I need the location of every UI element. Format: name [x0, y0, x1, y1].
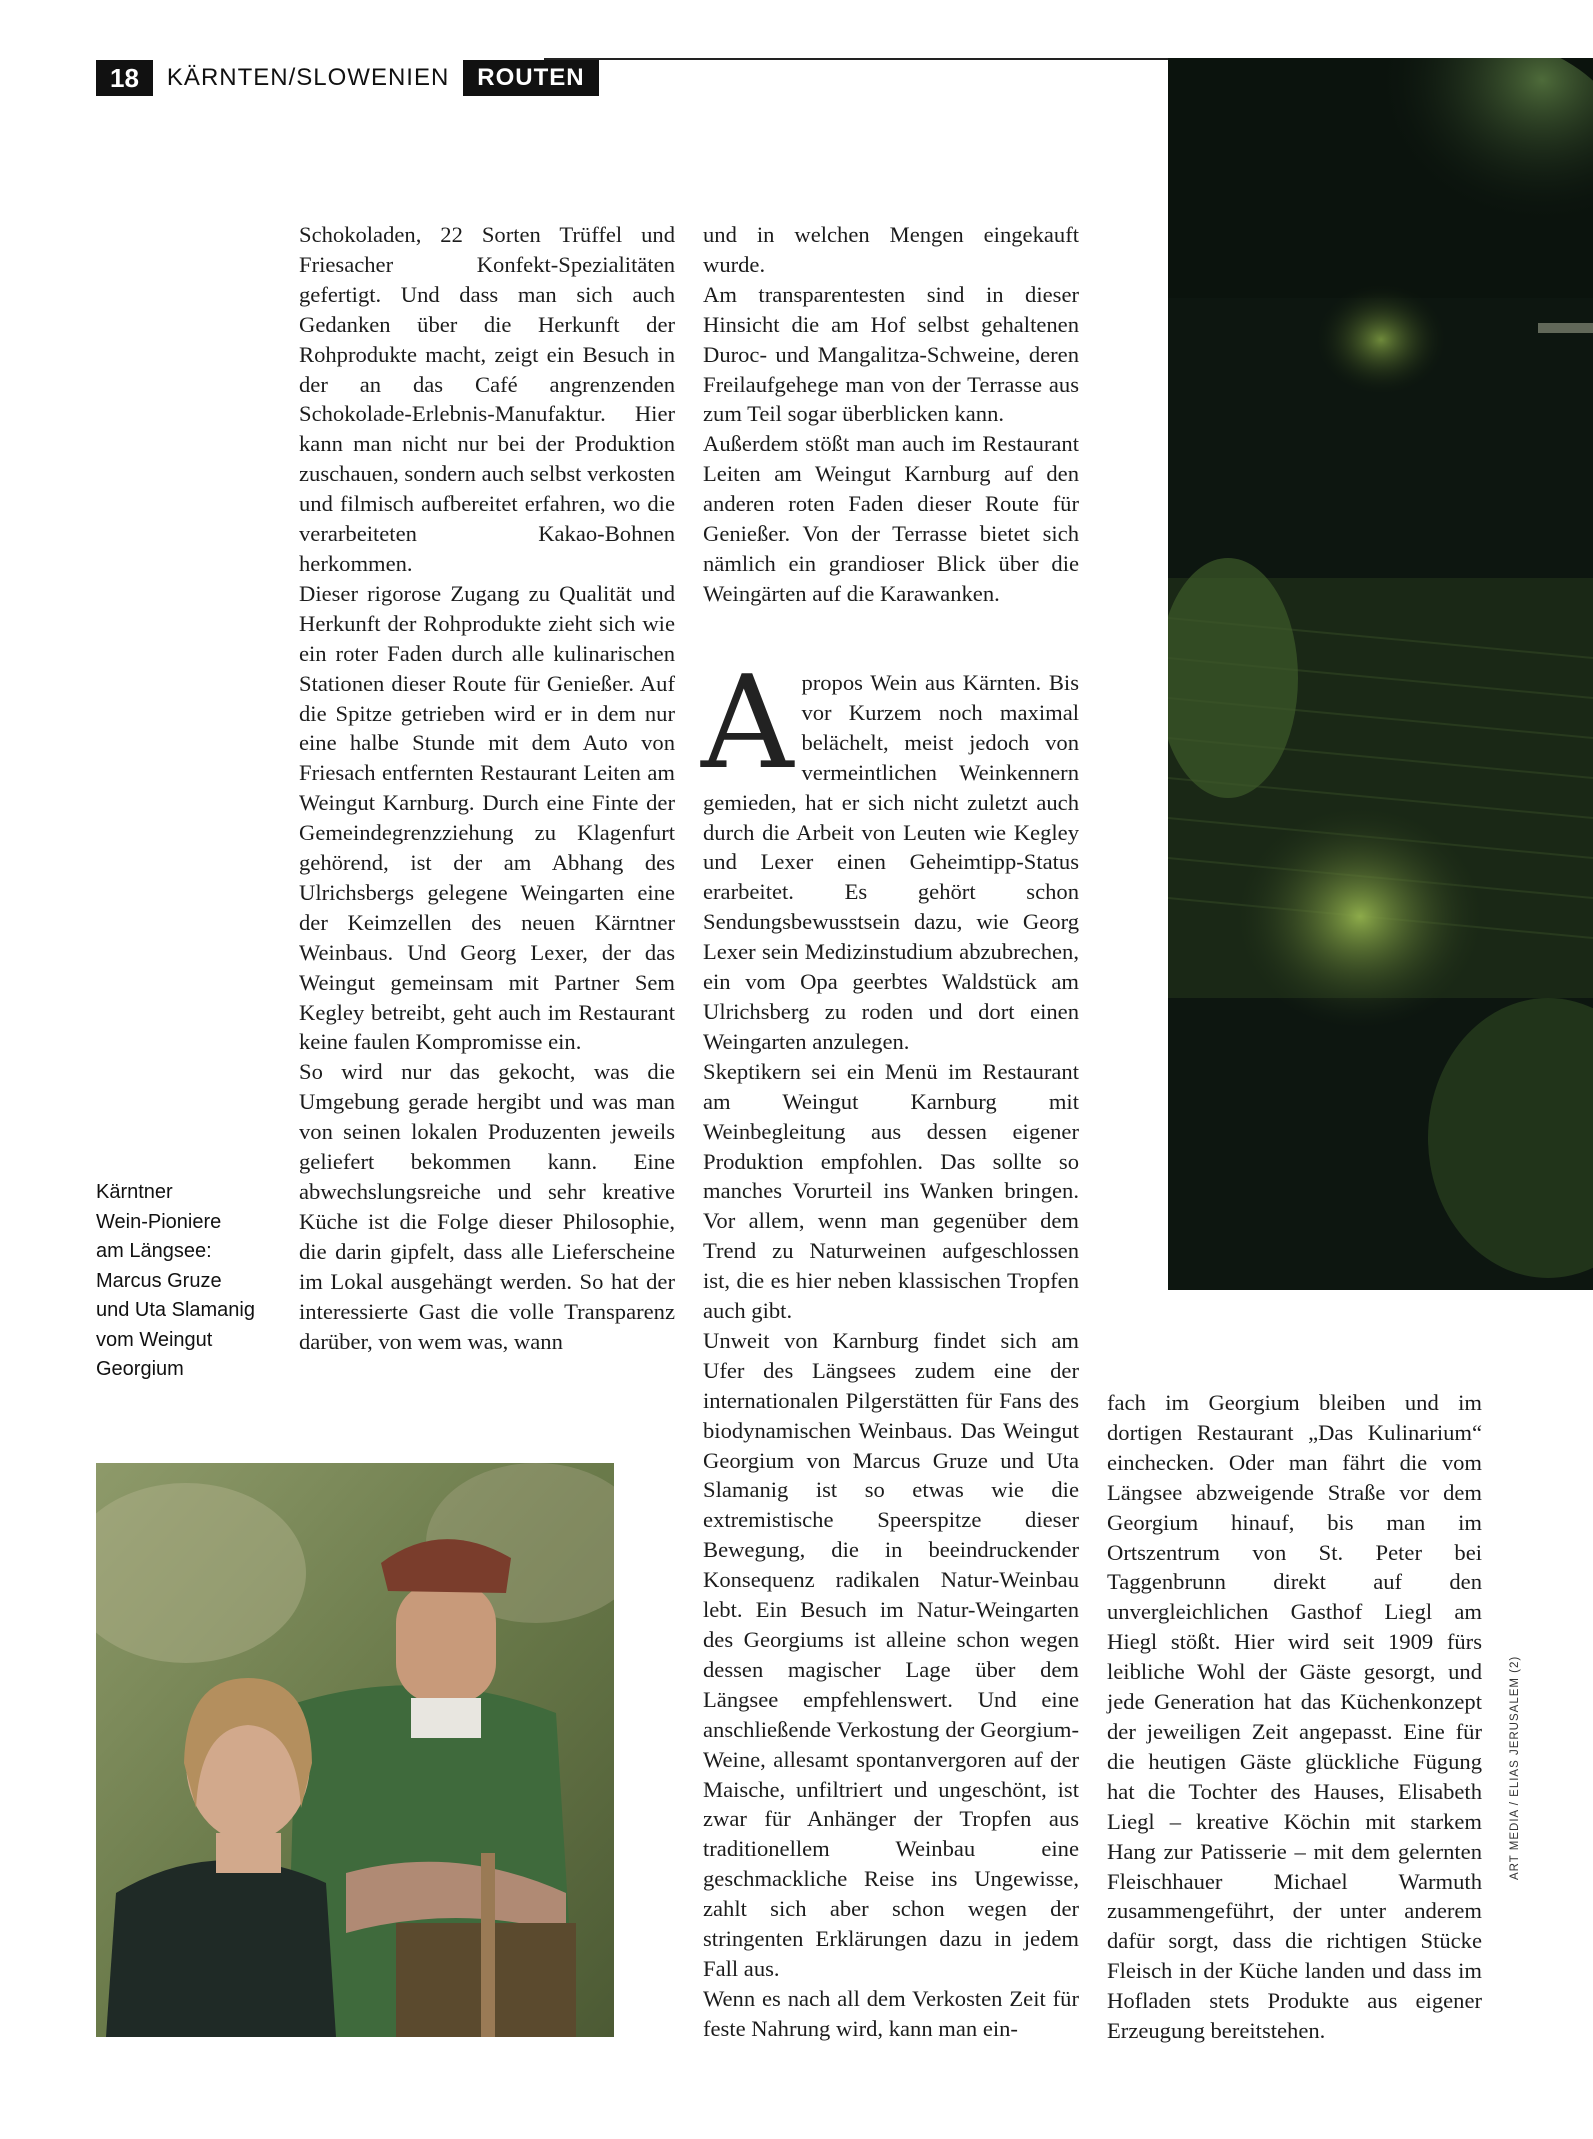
couple-portrait-photo	[96, 1463, 614, 2037]
caption-line: Wein-Pioniere	[96, 1210, 222, 1233]
text-column-2-bottom	[701, 649, 1079, 2044]
caption-line: Marcus Gruze	[96, 1269, 222, 1292]
paragraph: fach im Georgium bleiben und im dortigen Restaurant „Das Kulinarium“ einchecken. Oder man fährt die vom Längsee abzweigende Straße vor dem Georgium hinauf, bis man im Ortszentrum von St. Peter bei Taggenbrunn direkt auf den unvergleichlichen Gasthof Liegl am Hiegl stößt. Hier wird seit 1909 fürs leibliche Wohl der Gäste gesorgt, und jede Generation hat das Küchenkonzept der jeweiligen Zeit angepasst. Eine für die heutigen Gäste glückliche Fügung hat die Tochter des Hauses, Elisabeth Liegl – kreative Köchin mit starkem Hang zur Patisserie – mit dem gelernten Fleischhauer Michael Warmuth zusammengeführt, der unter anderem dafür sorgt, dass die richtigen Stücke Fleisch in der Küche landen und dass im Hofladen stets Produkte aus eigener Erzeugung bereitstehen.	[1107, 1390, 1482, 2044]
caption-line: vom Weingut	[96, 1328, 213, 1351]
caption-line: am Längsee:	[96, 1240, 212, 1262]
page-header	[96, 60, 599, 96]
paragraph: und in welchen Mengen eingekauft wurde.	[703, 222, 1079, 277]
text-column-2-top	[703, 220, 1079, 609]
caption-line: Kärntner	[96, 1181, 173, 1203]
paragraph: Unweit von Karnburg findet sich am Ufer des Längsees zudem eine der internationalen Pilgerstätten für Fans des biodynamischen Weinbaus. Das Weingut Georgium von Marcus Gruze und Uta Slamanig ist so etwas wie die extremistische Speerspitze dieser Bewegung, die in beeindruckender Konsequenz radikalen Natur-Weinbau lebt. Ein Besuch im Natur-Weingarten des Georgiums ist alleine schon wegen dessen magischer Lage über dem Längsee empfehlenswert. Und eine anschließende Verkostung der Georgium-Weine, allesamt spontanvergoren auf der Maische, unfiltriert und ungeschönt, ist zwar für Anhänger der Tropfen aus traditionellem Weinbau eine geschmackliche Reise ins Ungewisse, zahlt sich aber schon wegen der stringenten Erklärungen dazu in jedem Fall aus.	[703, 1327, 1079, 1981]
text-column-1	[299, 220, 675, 1356]
caption-line: und Uta Slamanig	[96, 1299, 255, 1321]
photo-credit: ART MEDIA / ELIAS JERUSALEM (2)	[1509, 1655, 1521, 1880]
paragraph: So wird nur das gekocht, was die Umgebung gerade hergibt und was man von seinen lokalen Produzenten jeweils geliefert bekommen kann. Eine abwechslungsreiche und sehr kreative Küche ist die Folge dieser Philosophie, die darin gipfelt, dass alle Lieferscheine im Lokal ausgehängt werden. So hat der interessierte Gast die volle Transparenz darüber, von wem was, wann	[299, 1059, 675, 1354]
paragraph-text: propos Wein aus Kärnten. Bis vor Kurzem noch maximal belächelt, meist jedoch von vermeintlichen Weinkennern gemieden, hat er sich nicht zuletzt auch durch die Arbeit von Leuten wie Kegley und Lexer einen Geheimtipp-Status erarbeitet. Es gehört schon Sendungsbewusstsein dazu, wie Georg Lexer sein Medizinstudium abzubrechen, ein vom Opa geerbtes Waldstück am Ulrichsberg zu roden und dort einen Weingarten anzulegen.	[703, 670, 1079, 1054]
paragraph: Wenn es nach all dem Verkosten Zeit für feste Nahrung wird, kann man ein-	[703, 1985, 1079, 2041]
category-label: ROUTEN	[463, 60, 598, 96]
section-title: KÄRNTEN/SLOWENIEN	[166, 64, 450, 91]
page-number: 18	[96, 60, 153, 96]
photo-caption	[96, 1178, 276, 1385]
header-rule	[544, 58, 1170, 60]
paragraph: Außerdem stößt man auch im Restaurant Leiten am Weingut Karnburg auf den anderen roten Faden dieser Route für Genießer. Von der Terrasse bietet sich nämlich ein grandioser Blick über die Weingärten auf die Karawanken.	[703, 431, 1079, 606]
paragraph: Schokoladen, 22 Sorten Trüffel und Friesacher Konfekt-Spezialitäten gefertigt. Und dass man sich auch Gedanken über die Herkunft der Rohprodukte macht, zeigt ein Besuch in der an das Café angrenzenden Schokolade-Erlebnis-Manufaktur. Hier kann man nicht nur bei der Produktion zuschauen, sondern auch selbst verkosten und filmisch aufbereitet erfahren, wo die verarbeiteten Kakao-Bohnen herkommen.	[299, 222, 675, 576]
caption-line: Georgium	[96, 1358, 184, 1380]
paragraph: Skeptikern sei ein Menü im Restaurant am Weingut Karnburg mit Weinbegleitung aus dessen eigener Produktion empfohlen. Das sollte so manches Vorurteil ins Wanken bringen. Vor allem, wenn man gegenüber dem Trend zu Naturweinen aufgeschlossen ist, die es hier neben klassischen Tropfen auch gibt.	[703, 1058, 1079, 1324]
text-column-3	[1107, 1388, 1482, 2046]
paragraph: Am transparentesten sind in dieser Hinsicht die am Hof selbst gehaltenen Duroc- und Mangalitza-Schweine, deren Freilaufgehege man von der Terrasse aus zum Teil sogar überblicken kann.	[703, 281, 1079, 427]
paragraph	[701, 649, 1079, 1057]
drop-cap: A	[701, 649, 794, 798]
forest-vineyard-photo	[1168, 58, 1593, 1290]
paragraph: Dieser rigorose Zugang zu Qualität und Herkunft der Rohprodukte zieht sich wie ein roter Faden durch alle kulinarischen Stationen dieser Route für Genießer. Auf die Spitze getrieben wird er in dem nur eine halbe Stunde mit dem Auto von Friesach entfernten Restaurant Leiten am Weingut Karnburg. Durch eine Finte der Gemeindegrenzziehung zu Klagenfurt gehörend, ist der am Abhang des Ulrichsbergs gelegene Weingarten eine der Keimzellen des neuen Kärntner Weinbaus. Und Georg Lexer, der das Weingut gemeinsam mit Partner Sem Kegley betreibt, geht auch im Restaurant keine faulen Kompromisse ein.	[299, 580, 675, 1055]
